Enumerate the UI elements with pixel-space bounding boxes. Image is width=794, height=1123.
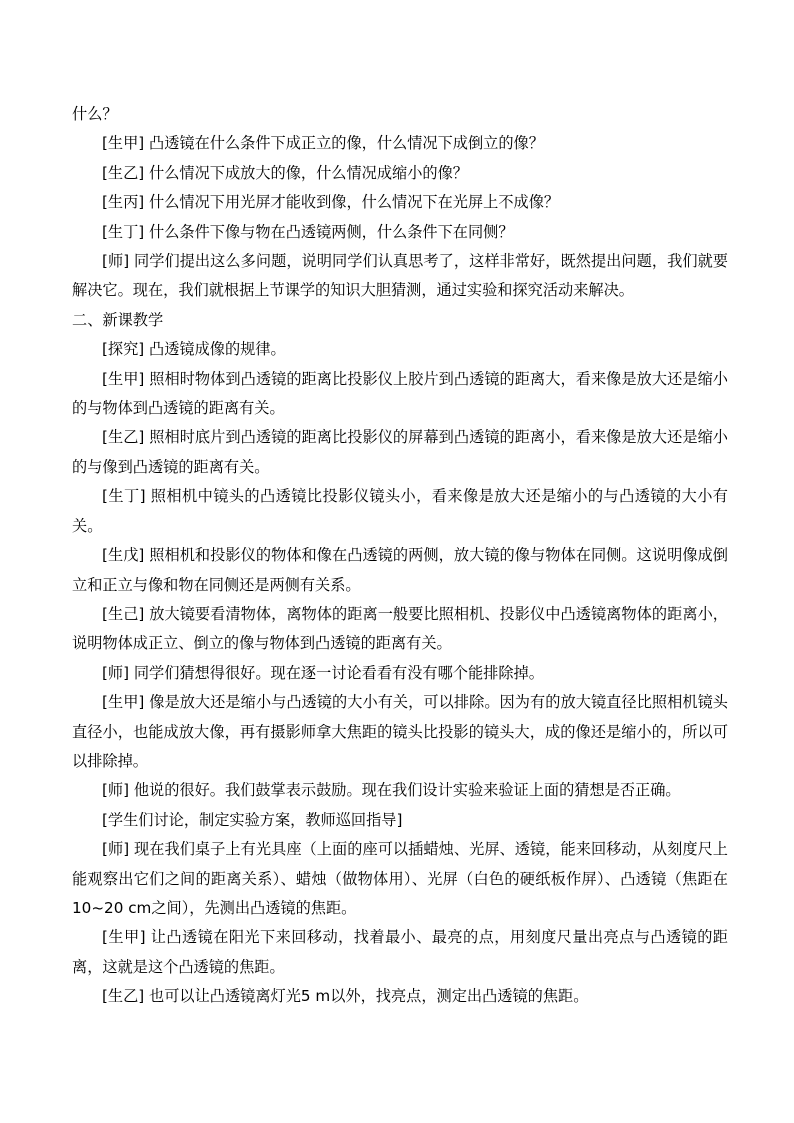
paragraph: [生乙] 照相时底片到凸透镜的距离比投影仪的屏幕到凸透镜的距离小，看来像是放大还是缩小的与像到凸透镜的距离有关。: [72, 428, 728, 476]
section-heading: 二、新课教学: [72, 310, 164, 329]
paragraph: [生甲] 让凸透镜在阳光下来回移动，找着最小、最亮的点，用刻度尺量出亮点与凸透镜的距离，这就是这个凸透镜的焦距。: [72, 928, 728, 976]
paragraph: [生丁] 照相机中镜头的凸透镜比投影仪镜头小，看来像是放大还是缩小的与凸透镜的大小有关。: [72, 487, 728, 535]
paragraph: [师] 同学们提出这么多问题，说明同学们认真思考了，这样非常好，既然提出问题，我们就要解决它。现在，我们就根据上节课学的知识大胆猜测，通过实验和探究活动来解决。: [72, 252, 728, 300]
paragraph: [生己] 放大镜要看清物体，离物体的距离一般要比照相机、投影仪中凸透镜离物体的距离小，说明物体成正立、倒立的像与物体到凸透镜的距离有关。: [72, 604, 728, 653]
paragraph: [师] 现在我们桌子上有光具座（上面的座可以插蜡烛、光屏、透镜，能来回移动，从刻度尺上能观察出它们之间的距离关系）、蜡烛（做物体用）、光屏（白色的硬纸板作屏）、凸透镜（焦距在10~20 cm之间），先测出凸透镜的焦距。: [72, 840, 728, 917]
paragraph: [生丙] 什么情况下用光屏才能收到像，什么情况下在光屏上不成像？: [102, 193, 560, 212]
paragraph: [学生们讨论，制定实验方案，教师巡回指导]: [102, 810, 403, 829]
paragraph: [生甲] 照相时物体到凸透镜的距离比投影仪上胶片到凸透镜的距离大，看来像是放大还是缩小的与物体到凸透镜的距离有关。: [72, 369, 728, 418]
paragraph: [探究] 凸透镜成像的规律。: [102, 340, 286, 359]
paragraph: [生甲] 像是放大还是缩小与凸透镜的大小有关，可以排除。因为有的放大镜直径比照相机镜头直径小，也能成放大像，再有摄影师拿大焦距的镜头比投影的镜头大，成的像还是缩小的，所以可以排除掉。: [72, 693, 728, 770]
paragraph: [生乙] 也可以让凸透镜离灯光5 m以外，找亮点，测定出凸透镜的焦距。: [102, 987, 589, 1006]
paragraph: [生甲] 凸透镜在什么条件下成正立的像，什么情况下成倒立的像？: [102, 134, 544, 153]
paragraph: [生乙] 什么情况下成放大的像，什么情况成缩小的像？: [102, 163, 468, 182]
paragraph: [生戊] 照相机和投影仪的物体和像在凸透镜的两侧，放大镜的像与物体在同侧。这说明像成倒立和正立与像和物在同侧还是两侧有关系。: [72, 546, 728, 594]
paragraph: [师] 同学们猜想得很好。现在逐一讨论看看有没有哪个能排除掉。: [102, 663, 544, 682]
paragraph: [生丁] 什么条件下像与物在凸透镜两侧，什么条件下在同侧？: [102, 222, 514, 241]
paragraph: 什么？: [72, 105, 118, 123]
document-body: [72, 100, 728, 1012]
paragraph: [师] 他说的很好。我们鼓掌表示鼓励。现在我们设计实验来验证上面的猜想是否正确。: [102, 781, 681, 800]
